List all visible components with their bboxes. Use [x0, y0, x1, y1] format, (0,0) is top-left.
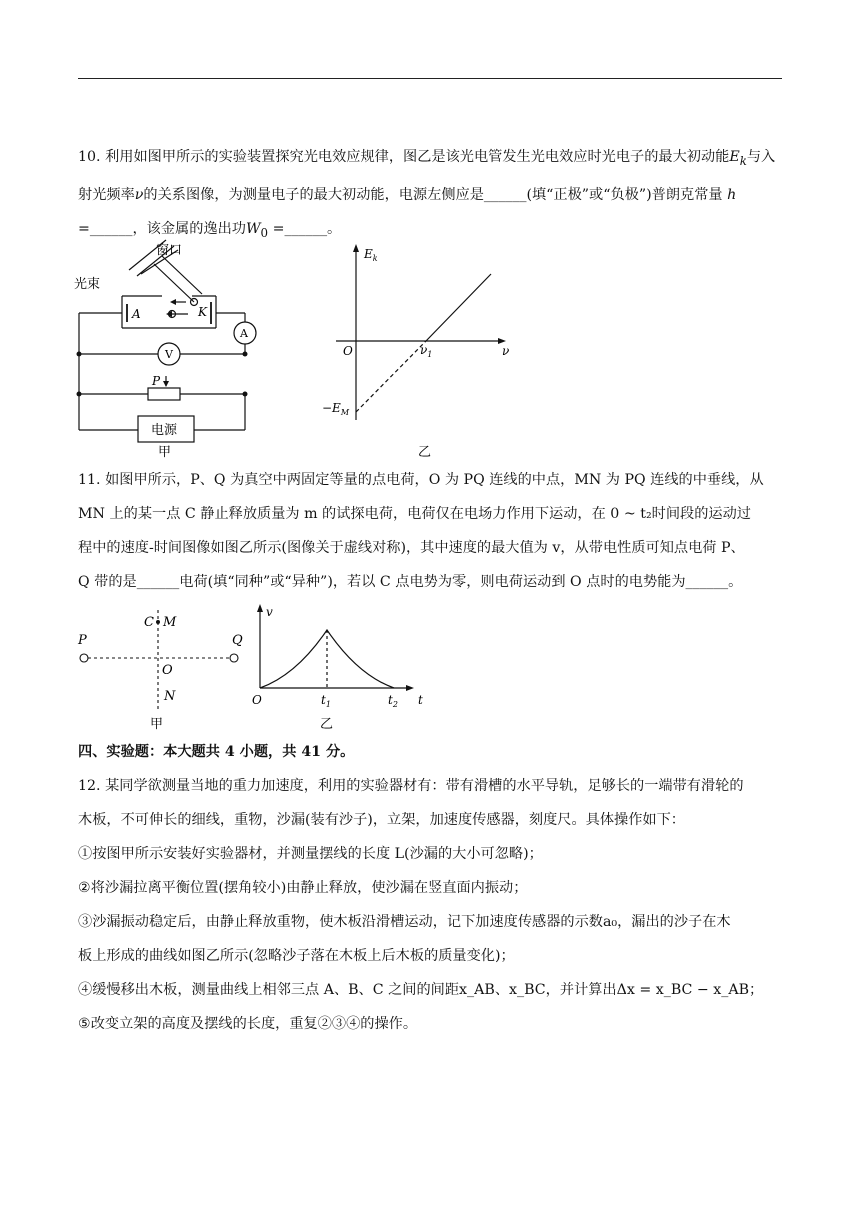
- q12-step3: ③沙漏振动稳定后，由静止释放重物，使木板沿滑槽运动，记下加速度传感器的示数a₀，漏出的沙子在木: [78, 914, 731, 930]
- fig10-caption-yi: 乙: [418, 445, 432, 460]
- fig11-t1-label: $t_1$: [321, 693, 331, 709]
- fig11-charges: [74, 604, 254, 734]
- fig11-caption-jia: 甲: [150, 717, 164, 732]
- q12-step3-cont: 板上形成的曲线如图乙所示(忽略沙子落在木板上后木板的质量变化)；: [78, 948, 515, 964]
- fig11-p-label: P: [78, 633, 87, 648]
- q10-text-part5: =______，该金属的逸出功: [78, 220, 246, 237]
- q12-step4: ④缓慢移出木板，测量曲线上相邻三点 A、B、C 之间的间距x_AB、x_BC，并计算出Δx = x_BC − x_AB；: [78, 982, 764, 998]
- fig11-caption-yi: 乙: [320, 717, 334, 732]
- q12-step2: ②将沙漏拉离平衡位置(摆角较小)由静止释放，使沙漏在竖直面内振动；: [78, 880, 528, 896]
- section4-heading: 四、实验题：本大题共 4 小题，共 41 分。: [78, 744, 355, 760]
- fig10-window-label: 窗口: [156, 243, 183, 258]
- header-rule: [78, 78, 782, 79]
- fig10-voltmeter-label: V: [165, 348, 173, 361]
- fig10-graph: [316, 240, 526, 462]
- fig10-nu-axis-label: ν: [502, 344, 510, 358]
- q11-line1: 11. 如图甲所示，P、Q 为真空中两固定等量的点电荷，O 为 PQ 连线的中点，MN 为 PQ 连线的中垂线，从: [78, 472, 764, 488]
- q10-text-part6: =______。: [268, 220, 342, 237]
- fig11-o-label: O: [162, 663, 173, 678]
- fig11-t2-label: $t_2$: [388, 693, 398, 709]
- q10-text: [78, 140, 782, 250]
- fig10-source-label: 电源: [151, 423, 178, 438]
- q10-w-sub: 0: [260, 225, 269, 240]
- fig11-origin-label: O: [252, 693, 262, 707]
- fig10-nu1-label: $\nu_1$: [420, 343, 433, 359]
- fig10-slider-p-label: P: [152, 374, 161, 388]
- fig11-n-label: N: [164, 689, 176, 704]
- q10-nu-symbol: ν: [134, 186, 144, 203]
- q12-text: [78, 769, 782, 1041]
- q10-w-symbol: W: [245, 220, 261, 237]
- fig11-q-label: Q: [232, 633, 243, 648]
- q10-text-part2: 与入射光频率: [78, 149, 776, 203]
- fig10-plate-a-label: A: [132, 307, 141, 321]
- q10-h-symbol: h: [727, 186, 737, 203]
- q10-text-part1: 10. 利用如图甲所示的实验装置探究光电效应规律，图乙是该光电管发生光电效应时光电子的最大初动能: [78, 149, 730, 165]
- q10-text-part4: 克常量: [680, 186, 728, 203]
- q11-text: [78, 463, 782, 599]
- fig10-circuit: [74, 238, 274, 460]
- q12-line2: 木板，不可伸长的细线，重物，沙漏(装有沙子)，立架，加速度传感器，刻度尺。具体操作如下：: [78, 812, 685, 828]
- q11-line3: 程中的速度-时间图像如图乙所示(图像关于虚线对称)，其中速度的最大值为 v，从带电性质可知点电荷 P、: [78, 540, 745, 556]
- q10-text-part3: 的关系图像，为测量电子的最大初动能，电源左侧应是______(填“正极”或“负极”)普朗: [143, 186, 681, 203]
- fig10-caption-jia: 甲: [158, 445, 172, 460]
- q12-step1: ①按图甲所示安装好实验器材，并测量摆线的长度 L(沙漏的大小可忽略)；: [78, 846, 543, 862]
- fig10-plate-k-label: K: [198, 305, 207, 319]
- q12-step5: ⑤改变立架的高度及摆线的长度，重复②③④的操作。: [78, 1016, 418, 1032]
- fig11-c-label: C: [144, 615, 154, 630]
- fig11-graph: [248, 600, 438, 736]
- q10-ek-symbol: E: [729, 149, 740, 165]
- fig10-ammeter-label: A: [240, 327, 248, 340]
- fig11-t-axis-label: t: [418, 693, 423, 707]
- fig11-v-axis-label: v: [266, 605, 273, 619]
- q10-ek-sub: k: [739, 153, 747, 168]
- q12-line1: 12. 某同学欲测量当地的重力加速度，利用的实验器材有：带有滑槽的水平导轨，足够长的一端带有滑轮的: [78, 778, 744, 794]
- fig10-origin-label: O: [343, 344, 353, 358]
- q11-line4: Q 带的是______电荷(填“同种”或“异种”)，若以 C 点电势为零，则电荷运动到 O 点时的电势能为______。: [78, 574, 743, 590]
- fig10-em-label: $-E_M$: [322, 401, 350, 417]
- fig10-ek-axis-label: $E_k$: [364, 247, 378, 263]
- fig10-beam-label: 光束: [74, 277, 101, 292]
- fig11-m-label: M: [163, 615, 177, 630]
- q11-line2: MN 上的某一点 C 静止释放质量为 m 的试探电荷，电荷仅在电场力作用下运动，在 0 ~ t₂时间段的运动过: [78, 506, 751, 522]
